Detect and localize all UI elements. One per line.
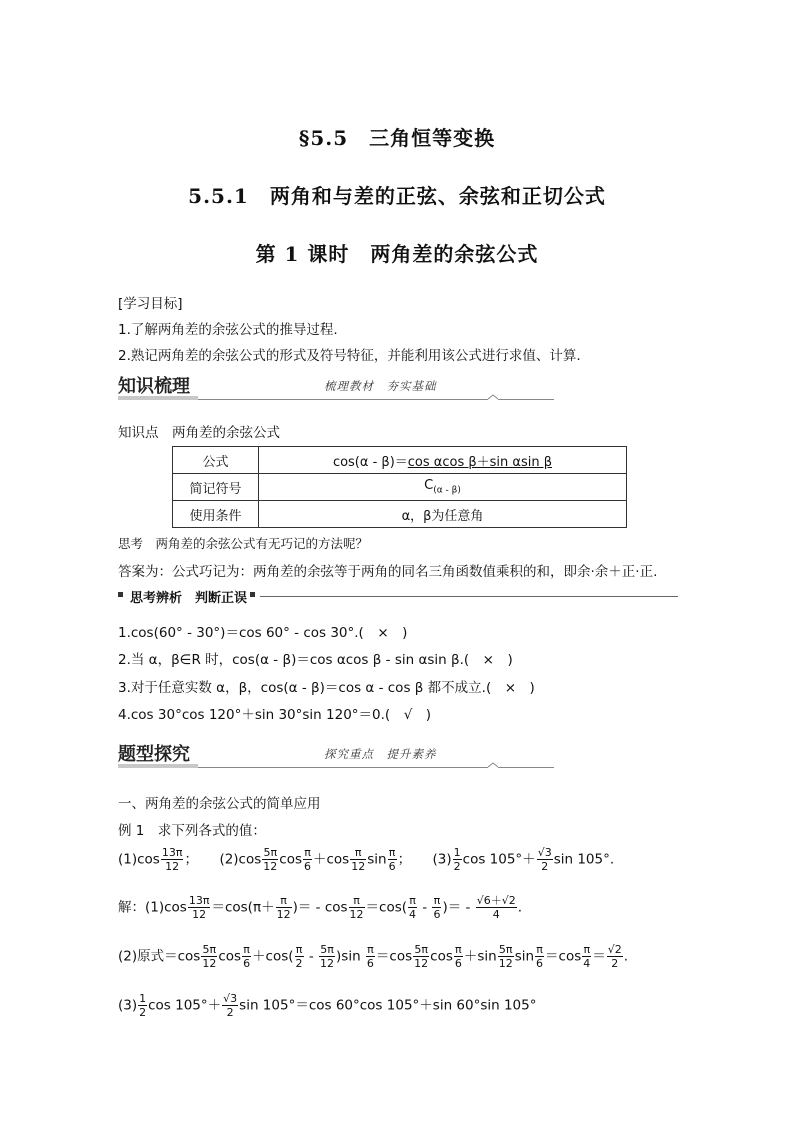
banner-subtitle: 梳理教材 夯实基础	[324, 379, 437, 393]
subsection-title: 5.5.1 两角和与差的正弦、余弦和正切公式	[188, 184, 606, 208]
section-title: §5.5 三角恒等变换	[298, 126, 496, 150]
table-value: cos(α - β)＝cos αcos β＋sin αsin β	[259, 447, 627, 474]
solution-1: 解：(1)cos $\frac{13\pi}{12}$ ＝cos(π＋ $\frac{\pi}{12}$ )＝ - cos $\frac{\pi}{12}$ ＝cos( $\frac{\pi}{4}$ - $\frac{\pi}{6}$ )＝ - $\frac{√6+√2}{4}$ .	[118, 894, 523, 921]
think-question: 思考 两角差的余弦公式有无巧记的方法呢？	[118, 536, 369, 551]
example-title: 例 1 求下列各式的值：	[118, 823, 266, 839]
table-row	[173, 447, 627, 474]
table-key: 简记符号	[173, 474, 259, 501]
discern-item: 4.cos 30°cos 120°＋sin 30°sin 120°＝0.( √ )	[118, 707, 432, 723]
discern-item: 3.对于任意实数 α，β，cos(α - β)＝cos α - cos β 都不成立.( × )	[118, 680, 535, 696]
lesson-title: 第 1 课时 两角差的余弦公式	[255, 242, 539, 266]
objective-item: 1.了解两角差的余弦公式的推导过程.	[118, 322, 338, 338]
table-key: 公式	[173, 447, 259, 474]
example-heading: 一、两角差的余弦公式的简单应用	[118, 796, 321, 812]
knowledge-point-title: 知识点 两角差的余弦公式	[118, 425, 280, 441]
objectives-header: [学习目标]	[118, 296, 183, 312]
explore-banner	[118, 740, 678, 772]
table-key: 使用条件	[173, 501, 259, 528]
banner-title: 题型探究	[118, 744, 190, 765]
think-answer: 答案为：公式巧记为：两角差的余弦等于两角的同名三角函数值乘积的和，即余·余＋正·正.	[118, 564, 658, 580]
banner-subtitle: 探究重点 提升素养	[324, 747, 437, 761]
formula-table	[172, 446, 627, 528]
example-problems: (1)cos $\frac{13\pi}{12}$ ； (2)cos $\frac{5\pi}{12}$ cos $\frac{\pi}{6}$ ＋cos $\frac{\pi}{12}$ sin $\frac{\pi}{6}$ ； (3) $\frac{1}{2}$ cos 105°＋ $\frac{√3}{2}$ sin 105°.	[118, 846, 615, 873]
solution-3: (3) $\frac{1}{2}$ cos 105°＋ $\frac{√3}{2}$ sin 105°＝cos 60°cos 105°＋sin 60°sin 105°	[118, 992, 537, 1019]
discern-label: 思考辨析 判断正误	[130, 591, 248, 606]
discern-separator	[118, 587, 678, 606]
table-value: α，β为任意角	[259, 501, 627, 528]
knowledge-banner	[118, 372, 678, 404]
solution-2: (2)原式＝cos $\frac{5\pi}{12}$ cos $\frac{\pi}{6}$ ＋cos( $\frac{\pi}{2}$ - $\frac{5\pi}{12}$ )sin $\frac{\pi}{6}$ ＝cos $\frac{5\pi}{12}$ cos $\frac{\pi}{6}$ ＋sin $\frac{5\pi}{12}$ sin $\frac{\pi}{6}$ ＝cos $\frac{\pi}{4}$ ＝ $\frac{√2}{2}$ .	[118, 943, 629, 970]
objective-item: 2.熟记两角差的余弦公式的形式及符号特征，并能利用该公式进行求值、计算.	[118, 348, 581, 364]
table-row	[173, 474, 627, 501]
discern-item: 1.cos(60° - 30°)＝cos 60° - cos 30°.( × )	[118, 625, 408, 641]
banner-title: 知识梳理	[118, 376, 190, 397]
table-value: $C_{(\alpha - \beta)}$	[259, 474, 627, 501]
table-row	[173, 501, 627, 528]
discern-item: 2.当 α，β∈R 时，cos(α - β)＝cos αcos β - sin αsin β.( × )	[118, 652, 513, 668]
